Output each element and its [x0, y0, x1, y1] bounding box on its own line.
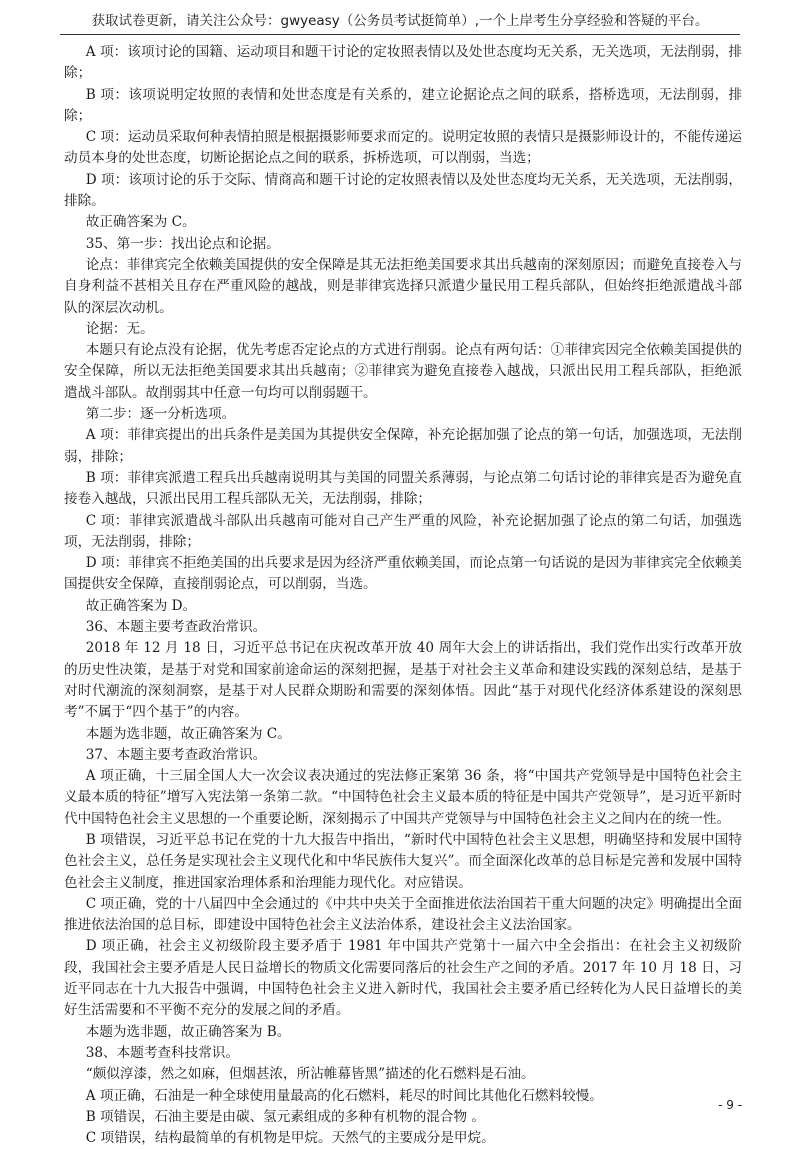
paragraph: 故正确答案为 D。 — [85, 597, 197, 614]
paragraph: 本题为选非题，故正确答案为 C。 — [85, 725, 291, 742]
document-body — [64, 42, 742, 1149]
page-number: - 9 - — [718, 1098, 742, 1112]
paragraph: B 项错误，石油主要是由碳、氢元素组成的多种有机物的混合物 。 — [85, 1108, 486, 1125]
paragraph: C 项：运动员采取何种表情拍照是根据摄影师要求而定的。说明定妆照的表情只是摄影师设计的，不能传递运动员本身的处世态度，切断论据论点之间的联系，拆桥选项，可以削弱，当选； — [64, 129, 742, 167]
paragraph: C 项：菲律宾派遣战斗部队出兵越南可能对自己产生严重的风险，补充论据加强了论点的第二句话，加强选项，无法削弱，排除； — [64, 512, 742, 550]
paragraph: B 项错误，习近平总书记在党的十九大报告中指出，“新时代中国特色社会主义思想，明确坚持和发展中国特色社会主义，总任务是实现社会主义现代化和中华民族伟大复兴”。而全面深化改革的总目标是完善和发展中国特色社会主义制度，推进国家治理体系和治理能力现代化。对应错误。 — [64, 831, 742, 891]
paragraph: A 项正确，十三届全国人大一次会议表决通过的宪法修正案第 36 条，将“中国共产党领导是中国特色社会主义最本质的特征”增写入宪法第一条第二款。“中国特色社会主义最本质的特征是中国共产党领导”，是习近平新时代中国特色社会主义思想的一个重要论断，深刻揭示了中国共产党领导与中国特色社会主义之间内在的统一性。 — [64, 768, 742, 827]
paragraph: 论据：无。 — [85, 320, 154, 337]
paragraph: B 项：该项说明定妆照的表情和处世态度是有关系的，建立论据论点之间的联系，搭桥选项，无法削弱，排除； — [64, 86, 742, 124]
paragraph: 论点：菲律宾完全依赖美国提供的安全保障是其无法拒绝美国要求其出兵越南的深刻原因；而避免直接卷入与自身利益不甚相关且存在严重风险的越战，则是菲律宾选择只派遣少量民用工程兵部队，但始终拒绝派遣战斗部队的深层次动机。 — [64, 256, 742, 316]
paragraph: 故正确答案为 C。 — [85, 214, 196, 231]
paragraph: 37、本题主要考查政治常识。 — [85, 746, 267, 763]
page-header: 获取试卷更新，请关注公众号：gwyeasy（公务员考试挺简单）,一个上岸考生分享经验和答疑的平台。 — [60, 12, 740, 35]
paragraph: C 项错误，结构最简单的有机物是甲烷。天然气的主要成分是甲烷。 — [85, 1130, 495, 1147]
paragraph: C 项正确，党的十八届四中全会通过的《中共中央关于全面推进依法治国若干重大问题的决定》明确提出全面推进依法治国的总目标，即建设中国特色社会主义法治体系，建设社会主义法治国家。 — [64, 895, 742, 934]
paragraph: B 项：菲律宾派遣工程兵出兵越南说明其与美国的同盟关系薄弱，与论点第二句话讨论的菲律宾是否为避免直接卷入越战，只派出民用工程兵部队无关，无法削弱，排除； — [64, 469, 742, 508]
paragraph: 第二步：逐一分析选项。 — [85, 406, 236, 423]
paragraph: D 项：该项讨论的乐于交际、情商高和题干讨论的定妆照表情以及处世态度均无关系，无关选项，无法削弱，排除。 — [64, 171, 742, 210]
paragraph: 38、本题考查科技常识。 — [85, 1044, 239, 1061]
paragraph: 35、第一步：找出论点和论据。 — [85, 235, 280, 252]
paragraph: 36、本题主要考查政治常识。 — [85, 619, 267, 636]
paragraph: D 项：菲律宾不拒绝美国的出兵要求是因为经济严重依赖美国，而论点第一句话说的是因为菲律宾完全依赖美国提供安全保障，直接削弱论点，可以削弱，当选。 — [64, 555, 742, 593]
paragraph: A 项：该项讨论的国籍、运动项目和题干讨论的定妆照表情以及处世态度均无关系，无关选项，无法削弱，排除； — [64, 44, 742, 82]
paragraph: D 项正确，社会主义初级阶段主要矛盾于 1981 年中国共产党第十一届六中全会指出：在社会主义初级阶段，我国社会主要矛盾是人民日益增长的物质文化需要同落后的社会生产之间的矛盾。2017 年 10 月 18 日，习近平同志在十九大报告中强调，中国特色社会主义进入新时代，我国社会主要矛盾已经转化为人民日益增长的美好生活需要和不平衡不充分的发展之间的矛盾。 — [64, 938, 742, 1019]
paragraph: 2018 年 12 月 18 日，习近平总书记在庆祝改革开放 40 周年大会上的讲话指出，我们党作出实行改革开放的历史性决策，是基于对党和国家前途命运的深刻把握，是基于对社会主义革命和建设实践的深刻总结，是基于对时代潮流的深刻洞察，是基于对人民群众期盼和需要的深刻体悟。因此“基于对现代化经济体系建设的深刻思考”不属于“四个基于”的内容。 — [64, 640, 742, 721]
paragraph: A 项：菲律宾提出的出兵条件是美国为其提供安全保障，补充论据加强了论点的第一句话，加强选项，无法削弱，排除； — [64, 427, 742, 465]
paragraph: 本题只有论点没有论据，优先考虑否定论点的方式进行削弱。论点有两句话：①菲律宾因完全依赖美国提供的安全保障，所以无法拒绝美国要求其出兵越南；②菲律宾为避免直接卷入越战，只派出民用工程兵部队，拒绝派遣战斗部队。故削弱其中任意一句均可以削弱题干。 — [64, 342, 742, 401]
paragraph: “颇似淳漆，然之如麻，但烟甚浓，所沾帷幕皆黑”描述的化石燃料是石油。 — [85, 1066, 535, 1083]
paragraph: A 项正确，石油是一种全球使用量最高的化石燃料，耗尽的时间比其他化石燃料较慢。 — [85, 1087, 603, 1104]
paragraph: 本题为选非题，故正确答案为 B。 — [85, 1023, 291, 1040]
